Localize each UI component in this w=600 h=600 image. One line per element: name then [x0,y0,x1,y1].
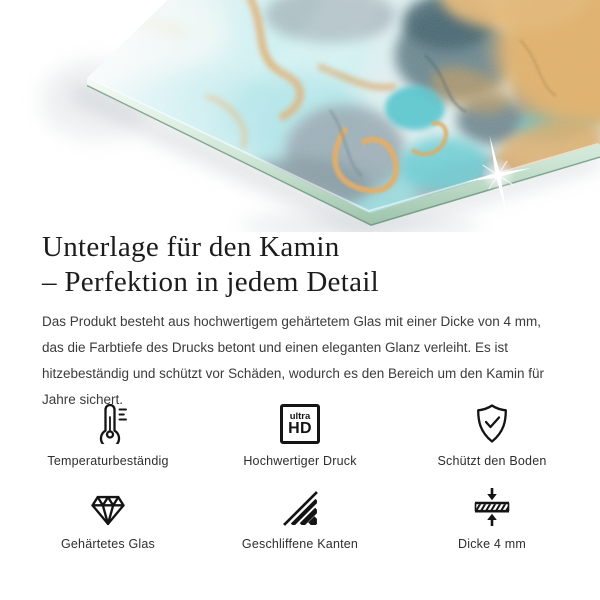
feature-print-quality [204,400,396,469]
ultra-hd-icon-text-bottom: HD [288,420,312,437]
diamond-icon [89,483,127,527]
feature-floor-protection [396,400,588,469]
shield-check-icon [472,400,512,444]
features-grid [12,400,588,552]
feature-label: Geschliffene Kanten [241,537,359,551]
feature-tempered-glass [12,483,204,552]
feature-label: Dicke 4 mm [458,537,526,551]
feature-label: Schützt den Boden [437,454,547,468]
bevelled-edge-icon [282,483,319,527]
feature-temperature [12,400,204,469]
feature-label: Gehärtetes Glas [60,537,155,551]
glass-panel-art [0,0,600,232]
product-description-text: Das Produkt besteht aus hochwertigem gehärtetem Glas mit einer Dicke von 4 mm, das die Farbtiefe des Drucks betont und einen eleganten Glanz verleiht. Es ist hitzebeständig und schützt vor Schäden, wodurch es den Bereich um den Kamin für Jahre sichert. [42,314,545,407]
heading-line-2: – Perfektion in jedem Detail [42,266,379,298]
section-heading [42,230,379,300]
product-photo [0,0,600,232]
feature-label: Temperaturbeständig [47,454,169,468]
feature-thickness [396,483,588,552]
ultra-hd-icon [280,400,320,444]
heading-line-1: Unterlage für den Kamin [42,231,340,263]
thermometer-icon [88,400,128,444]
thickness-icon [472,483,512,527]
ultra-hd-icon-text-top: ultra [289,411,311,422]
feature-label: Hochwertiger Druck [243,454,357,468]
feature-polished-edges [204,483,396,552]
